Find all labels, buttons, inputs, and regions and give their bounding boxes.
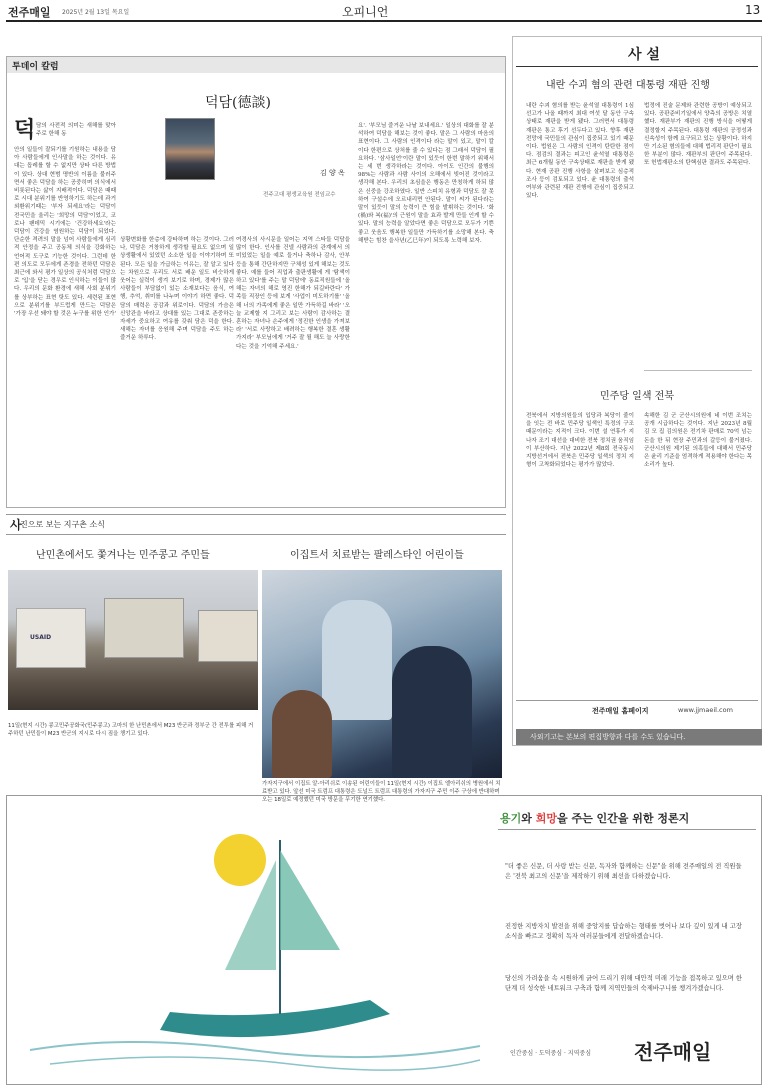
column-text-col4: 요'. '부모님 즐거운 나날 보내세요.' 일상의 대화를 잘 분석하여 덕담을 해보는 것이 좋다. 말은 그 사람의 마음의 표현이다. 그 사람의 인격이다 라는 말이 있고, 말이 칼이다 한편으로 상처를 줄 수 있다는 점 그래서 덕담이 필요하다. '삼사일언'이란 말이 있듯이 한번 말하기 위해서는 세 번 생각하라는 것이다. 아이도 인간의 불행의 98%는 사람과 사람 사이의 오해에서 빚어진 것이라고 생각해 본다. 우리의 초심을은 행동은 만칭하게 하되 많은 신중을 강조하였다. 일반 스피치 유형과 덕담도 잘 못하여 구설수에 오르내리면 안된다. 말이 씨가 된다라는 말이 있듯이 말의 능력이 큰 힘을 발휘하는 것이다. '화(禍)와 복(福)'의 근원이 말을 효과 발게 만들 인게 할 수 있다. 말의 능력을 알았다면 좋은 덕담으로 모두가 기쁜 좋고 웃음도 행복한 일들만 가득하기를 소망해 본다. 축해받는 힘찬 을사년(乙巳年)이 되도록 노력해 보자. [358, 123, 494, 244]
editorial1-text-col2: 법정에 진술 문제와 관련한 공방이 예상되고 있다. 공판준비기일에서 양측의 공방은 치열했다. 재판부가 재판의 진행 방식을 어떻게 결정할지 주목된다. 대통령 재판의 공정성과 신속성이 함께 요구되고 있는 상황이다. 하지만 기소된 혐의들에 대해 법리적 판단이 필요한 부분이 많다. 재판부의 판단이 주목된다. 또 헌법재판소의 탄핵심판 결과도 주목된다. [644, 103, 752, 167]
tent-label: USAID [30, 634, 52, 641]
ad-headline [500, 810, 689, 826]
ad-ship-illustration [10, 800, 490, 1080]
author-affiliation: 전주고대 평생교육원 전임교수 [263, 192, 336, 198]
photo-section-head: 진으로 보는 지구촌 소식 [20, 520, 105, 529]
column-text-lead: 담의 사전적 의미는 새해를 맞아 주로 한해 동 [36, 123, 116, 138]
notice-text: 사외기고는 본보의 편집방향과 다를 수도 있습니다. [530, 733, 686, 741]
masthead-date: 2025년 2월 13일 목요일 [62, 9, 130, 16]
ship-hull-icon [160, 1000, 390, 1037]
photo-section-head-initial: 사 [10, 518, 22, 532]
page-number: 13 [745, 3, 761, 17]
tent-shape [198, 610, 258, 662]
editorial-rule [516, 66, 758, 67]
column-kicker-bar [7, 57, 505, 73]
child-figure [272, 690, 332, 778]
ad-headline-word-courage: 용기 [500, 812, 522, 825]
ad-paragraph: 당신의 가려움을 속 시원하게 긁어 드리기 위해 대안적 미래 기능을 접목하고 있으며 한 단계 더 성숙한 네트워크 구축과 함께 지역민들의 숙제바구니를 챙겨가겠습니다. [505, 975, 742, 992]
wave-icon [30, 1042, 480, 1057]
ad-headline-rest: 을 주는 인간을 위한 정론지 [557, 812, 690, 825]
ship-sail-icon [280, 850, 340, 950]
editorial1-title: 내란 수괴 혐의 관련 대통령 재판 진행 [546, 80, 710, 91]
wave-icon [50, 1057, 480, 1070]
author-photo [165, 118, 215, 180]
column-kicker: 투데이 칼럼 [12, 62, 59, 72]
photo2-hospital-image [262, 570, 502, 778]
medic-figure [322, 600, 392, 720]
ad-paragraph: 진정한 지방자치 발전을 위해 중앙지를 답습하는 형태를 벗어나 보다 깊이 있게 내 고장 소식을 빠르고 정확히 독자 여러분들에게 전달하겠습니다. [505, 923, 742, 940]
editorial2-text-col2: 속해한 김 군 군산시의원에 네 이번 조치는 공개 시급하다는 것이다. 지난 2023년 8월 김 모 집 김의원은 전기차 판매로 70억 넘는 돈을 한 뒤 현장 주민과의 갈등이 불거졌다. 군산시의원 제기된 의혹들에 대해서 민주당은 윤리 기준을 엄격하게 적용해야 한다는 목소리가 높다. [644, 413, 752, 469]
editorial2-text-col1: 전북에서 지방의원들의 입당과 복당이 줄이을 잇는 전 바로 민주당 일색인 특정의 구조 때문이라는 지적이 크다. 이번 설 연휴가 지나자 조기 대선을 대비한 전북 정치권 움직임이 부산하다. 지난 2022년 제8회 전국동시 지방선거에서 전북은 민주당 일색의 정치 지형이 고착화되었다는 평가가 많았다. [526, 413, 634, 469]
photo1-refugee-camp-image [8, 570, 258, 710]
photo-section-rule [6, 514, 506, 515]
ad-headline-word-hope: 희망 [535, 812, 557, 825]
ad-rule [498, 829, 756, 830]
column-title: 덕담(德談) [205, 95, 271, 111]
column-text-col2: 상황변화를 한층에 강타하며 하는 것이다. 그러나, 덕담은 거창하게 생각할 필요도 없으며 일상생활에서 있었던 소소한 일을 이야기하며 또 된다. 모든 일을 가급하는 이유는, 잘 알고 있다는 차원으로 우리도 서로 배운 일도 비슷하게 웃어는 실력이 생겨 보기로 하며, 경제가 많은 사람들이 부담없이 있는 소재보다는 음식, 여행, 추억, 취미를 나누며 이야기 하면 좋다. 덕담의 매력은 공감과 위로이다. 덕담의 가슴은 신앙관을 바라고 상대를 있는 그대로 존중하는 자세가 중요하고 여유를 갖춰 담은 덕을 한다. 새해는 자녀를 응원해 주며 덕담을 주도 하는 즐거운 하루다. [120, 237, 234, 342]
ad-slogan: 인간중심 · 도덕중심 · 지역중심 [510, 1050, 591, 1057]
column-text-col1: 안의 일들이 잘되기를 기원하는 내용을 담아 사람들에게 인사말을 하는 것이다. 유대는 돕레를 할 수 없지만 상타 다른 방법이 있다. 상대 현범 명반의 이름을 불러주면서 좋은 덕담을 하는 공중히며 의식에서 비롯된다는 삶이 지배적이다. 덕담은 때때로 시대 분위기를 반영하기도 하는데 과거 외환위기때는 '부자 되세요'라는 덕담이 전국민을 울리는 '희망의 덕담'이었고, 코로나 팬데믹 시기에는 '건강하세요'라는 덕담이 건강을 염원하는 덕담이 되었다. 단순한 격려의 말을 넘어 사람들에게 심리적 안정을 주고 공동체 의식을 강화하는 언어적 도구로 기능한 것이다. 그런데 한편 의도로 모두에게 존경을 전하던 덕담은 최근에 와서 평가 일상의 공식처럼 덕담으로 '입'을 닫는 경우로 인식하는 이들이 많다. 우리의 문화 환경에 새해 사회 분위기를 상부하는 표현 탓도 있다. 세련된 표현으로 분위기를 부드럽게 만드는 덕담은 '가장 우선 돼야 할 것은 누구를 위한 인가' [14, 147, 116, 318]
photo-section-rule-bottom [6, 534, 506, 535]
sun-icon [214, 834, 266, 886]
author-name: 김 양 옥 [320, 169, 345, 177]
photo1-caption: 11일(현지 시간) 콩고민주공화국(민주콩고) 고마의 한 난민촌에서 M23 반군과 정부군 간 전투를 피해 거주하던 난민들이 M23 반군의 지시로 다시 짐을 챙기고 있다. [8, 723, 254, 737]
tent-shape [104, 598, 184, 658]
photo2-caption: 가자지구에서 이집트 알-아리쉬로 이송된 어린이들이 11일(현지 시간) 이집트 엘아리쉬의 병원에서 치료받고 있다. 앞선 미국 트럼프 대통령은 도널드 트럼프 대통령의 가자지구 주민 이주 구상에 반대하며 오는 18일로 예정했던 미국 방문을 무기한 연기했다. [262, 781, 501, 803]
header-rule [6, 20, 762, 22]
editorial-footer-rule [516, 700, 758, 701]
ad-logo: 전주매일 [634, 1040, 712, 1064]
editorial1-text-col1: 내란 수괴 혐의를 받는 윤석열 대통령이 1심 선고가 나올 때까지 최대 여섯 달 동안 구속상태로 재판을 받게 됐다. 그러면서 대통령 재판은 통고 후기 선두다고 있다. 향후 재판 전망에 국민들의 관심이 집중되고 있기 때문이다. 법원은 그 사람의 인격이 탄탄한 점이다. 점검의 결과는 피고인 윤석열 대통령은 최근 6개월 동안 구속상태로 재판을 받게 됐다. 현재 공판 진행 사항을 살펴보고 심층적 조사 등이 검토되고 있다. 윤 대통령의 출석 여부와 관련된 재판 진행에 관심이 집중되고 있다. [526, 103, 634, 200]
homepage-url[interactable]: www.jjmaeil.com [678, 706, 733, 714]
homepage-label: 전주매일 홈페이지 [592, 707, 649, 715]
child-figure [392, 646, 472, 778]
ad-headline-joiner: 와 [521, 812, 536, 825]
column-dropcap: 덕 [14, 117, 36, 143]
photo1-title: 난민촌에서도 쫓겨나는 민주콩고 주민들 [36, 550, 210, 561]
photo2-title: 이집트서 치료받는 팔레스타인 어린이들 [290, 550, 464, 561]
masthead-paper-name: 전주매일 [8, 6, 51, 19]
ad-paragraph: "더 좋은 신문, 더 사랑 받는 신문, 독자와 함께하는 신문"을 위해 전주매일의 전 직원들은 '전북 최고의 신문'을 제작하기 위해 최선을 다하겠습니다. [505, 863, 742, 880]
editorial2-rule [644, 370, 752, 371]
editorial-head: 사 설 [628, 47, 660, 63]
section-title: 오피니언 [342, 5, 389, 19]
editorial2-title: 민주당 일색 전북 [600, 391, 674, 402]
column-text-col3: 여경사의 사시문을 일어는 지역 스타들 덕담을 많이 한다. 인사를 건넬 사람과의 관계에서 의미있었는 일을 예로 들거나 축하나 감사, 안부 등을 통해 간단하지만 구체성 있게 해보는 것도 좋다. 예를 들어 직업과 출판생활에 게 '탐색이 하고 있다'를 주는 말 덕담에' 동료직원들에 '올해는 자녀의 해로 영진 한해가 되길바란다' 가족들 직장인 등에 보게 '사업이 미도하기를' '올해 너의 가족에게 좋은 일만 가득하길 바라' '오늘 교제할 지 그리고 보는 사람이 감사하는 결혼하는 자녀나 손주에게 '정진한 인생을 가져보라' '서로 사랑하고 배려하는 행복한 결혼 생활 가지라' 부모님에게 '거주 잘 될 해도 늘 사랑한다는 것을 기억해 주세요.' [236, 237, 350, 350]
